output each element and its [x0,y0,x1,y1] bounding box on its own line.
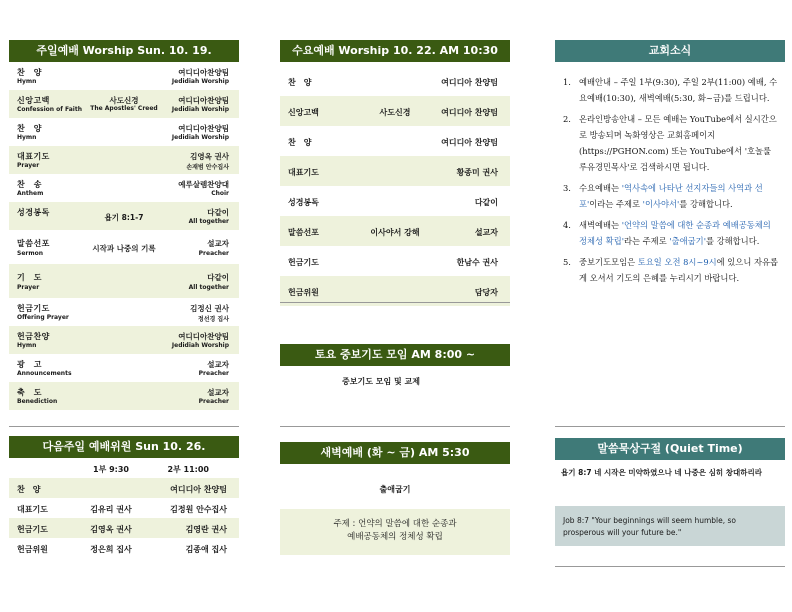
dawn-worship-title: 새벽예배 (화 ~ 금) AM 5:30 [280,442,510,464]
order-item-english: Anthem [17,190,44,197]
next-week-role: 찬 양 [17,485,41,494]
order-item-korean: 성경봉독 [17,208,50,217]
news-text: 이라는 주제로 [589,199,643,209]
news-text: 예배안내 – 주일 1부(9:30), 주일 2부(11:00) 예배, 수요예배(10:30), 새벽예배(5:30, 화~금)를 드립니다. [579,77,778,103]
order-item-leader: 여디디아 찬양팀 [441,78,498,87]
wednesday-order-row [280,126,510,156]
order-item-leader: 다같이 [207,273,229,282]
order-item-english: Hymn [17,342,37,349]
saturday-prayer-title: 토요 중보기도 모임 AM 8:00 ~ [280,344,510,366]
news-item-number: 2. [563,114,571,124]
order-item-leader-english: Jedidiah Worship [171,78,229,85]
order-item-detail: 사도신경 [109,96,139,105]
order-item-leader: 예루살렘찬양대 [178,180,229,189]
order-item-korean: 대표기도 [288,168,319,177]
second-service-header: 2부 11:00 [167,465,209,474]
sunday-order-row [9,118,239,146]
order-item-korean: 헌금위원 [288,288,319,297]
order-item-leader: 여디디아찬양팀 [178,332,229,341]
sunday-order-row [9,230,239,264]
next-week-row [9,518,239,538]
order-item-leader: 김정신 권사 [190,304,229,313]
next-week-role: 헌금위원 [17,545,48,554]
saturday-prayer-text: 중보기도 모임 및 교제 [342,377,420,386]
sunday-worship-title: 주일예배 Worship Sun. 10. 19. [9,40,239,62]
order-item-leader-english: Preacher [198,250,229,257]
order-item-korean: 기 도 [17,273,42,282]
news-text: 에 있으니 자유롭게 오셔서 기도의 은혜를 누리시기 바랍니다. [579,257,779,283]
news-item [563,217,779,249]
divider [280,426,510,427]
quiet-time-english: Job 8:7 "Your beginnings will seem humble, so prosperous will your future be." [555,506,785,546]
news-text: 를 강해합니다. [679,199,733,209]
order-item-detail: 시작과 나중의 기록 [92,244,156,253]
divider [555,426,785,427]
quiet-time-title: 말씀묵상구절 (Quiet Time) [555,438,785,460]
order-item-english: Prayer [17,162,40,169]
order-item-leader: 다같이 [207,208,229,217]
sunday-order-list [9,62,239,410]
order-item-korean: 대표기도 [17,152,50,161]
wednesday-worship-title: 수요예배 Worship 10. 22. AM 10:30 [280,40,510,62]
divider [9,426,239,427]
order-item-leader: 여디디아찬양팀 [178,68,229,77]
order-item-detail: 사도신경 [379,108,411,117]
news-item [563,180,779,212]
order-item-korean: 말씀선포 [17,239,50,248]
order-item-leader: 설교자 [207,239,229,248]
second-service-person: 여디디아 찬양팀 [170,485,227,494]
news-text: 라는 주제로 [624,236,670,246]
wednesday-order-row [280,156,510,186]
order-item-english: Confession of Faith [17,106,82,113]
dawn-theme-box [280,509,510,555]
first-service-person: 정은희 집사 [90,545,132,554]
first-service-header: 1부 9:30 [93,465,129,474]
wednesday-order-row [280,186,510,216]
news-highlight-text: '언약의 말씀에 대한 순종과 예배공동체의 정체성 확립' [579,220,771,246]
order-item-korean: 찬 송 [17,180,42,189]
wednesday-order-list [280,66,510,306]
order-item-korean: 신앙고백 [17,96,50,105]
order-item-english: Announcements [17,370,72,377]
news-item [563,74,779,106]
next-week-row [9,538,239,558]
quiet-time-korean: 욥기 8:7 네 시작은 미약하였으나 네 나중은 심히 창대하리라 [561,468,762,477]
sunday-order-row [9,174,239,202]
dawn-theme-line1: 주제 : 언약의 말씀에 대한 순종과 [333,519,457,529]
order-item-english: Offering Prayer [17,314,69,321]
next-week-row [9,478,239,498]
order-item-leader-english: Preacher [198,370,229,377]
wednesday-order-row [280,246,510,276]
sunday-order-row [9,264,239,298]
order-item-korean: 성경봉독 [288,198,319,207]
order-item-leader: 여디디아 찬양팀 [441,138,498,147]
news-text: 수요예배는 [579,183,622,193]
news-item-number: 1. [563,77,571,87]
next-week-role: 헌금기도 [17,525,48,534]
order-item-detail: 욥기 8:1-7 [104,213,144,222]
next-week-section [9,436,239,558]
church-news-title: 교회소식 [555,40,785,62]
second-service-person: 김영란 권사 [185,525,227,534]
order-item-leader-english: Jedidiah Worship [171,106,229,113]
order-item-leader: 황종미 권사 [456,168,498,177]
order-item-english: Hymn [17,78,37,85]
order-item-korean: 신앙고백 [288,108,319,117]
order-item-detail: 이사야서 강해 [370,228,420,237]
news-text: 온라인방송안내 – 모든 예배는 YouTube에서 실시간으로 방송되며 녹화영상은 교회홈페이지(https://PGHON.com) 또는 YouTube에서 '호놀룰루유경민목사'로 검색하시면 됩니다. [579,114,777,172]
dawn-book: 출애굽기 [379,485,411,494]
dawn-theme-line2: 예배공동체의 정체성 확립 [347,532,443,542]
order-item-korean: 헌금찬양 [17,332,50,341]
sunday-worship-section [9,40,239,410]
news-item-number: 3. [563,183,571,193]
order-item-korean: 찬 양 [288,138,312,147]
sunday-order-row [9,382,239,410]
order-item-leader: 설교자 [474,228,498,237]
order-item-leader: 담당자 [474,288,498,297]
order-item-korean: 헌금기도 [288,258,319,267]
order-item-detail-english: The Apostles' Creed [90,105,158,112]
second-service-person: 김정원 안수집사 [170,505,227,514]
news-highlight-text: '출애굽기' [669,236,706,246]
order-item-leader-english: All together [188,284,229,291]
news-text: 를 강해합니다. [705,236,760,246]
order-item-korean: 축 도 [17,388,42,397]
church-news-list [555,74,785,286]
next-week-row [9,498,239,518]
order-item-leader: 다같이 [474,198,498,207]
order-item-leader-english: Jedidiah Worship [171,134,229,141]
saturday-prayer-section [280,344,510,387]
order-item-korean: 찬 양 [17,68,42,77]
order-item-korean: 말씀선포 [288,228,319,237]
sunday-order-row [9,202,239,230]
next-week-list [9,478,239,558]
wednesday-order-row [280,216,510,246]
first-service-person: 김영옥 권사 [90,525,132,534]
order-item-korean: 찬 양 [17,124,42,133]
sunday-order-row [9,90,239,118]
order-item-english: Hymn [17,134,37,141]
order-item-korean: 찬 양 [288,78,312,87]
order-item-leader: 설교자 [207,360,229,369]
order-item-leader: 여디디아찬양팀 [178,96,229,105]
news-highlight-text: '역사속에 나타난 선지자들의 사역과 선포' [579,183,763,209]
news-highlight-text: 토요일 오전 8시~9시 [637,257,717,267]
order-item-leader: 한남수 권사 [456,258,498,267]
news-item [563,111,779,175]
order-item-leader-english: Preacher [198,398,229,405]
order-item-leader: 여디디아찬양팀 [178,124,229,133]
next-week-title: 다음주일 예배위원 Sun 10. 26. [9,436,239,458]
order-item-leader-english: Choir [211,190,229,197]
order-item-leader: 설교자 [207,388,229,397]
news-text: 중보기도모임은 [579,257,638,267]
order-item-leader: 김영옥 권사 [190,152,229,161]
order-item-leader-english: 정선경 집사 [197,316,229,323]
next-week-role: 대표기도 [17,505,48,514]
first-service-person: 김유리 권사 [90,505,132,514]
divider [555,566,785,567]
news-item-number: 4. [563,220,571,230]
dawn-worship-section [280,442,510,555]
sunday-order-row [9,146,239,174]
order-item-english: Benediction [17,398,58,405]
order-item-korean: 광 고 [17,360,42,369]
news-item [563,254,779,286]
sunday-order-row [9,62,239,90]
sunday-order-row [9,354,239,382]
divider [280,302,510,303]
wednesday-order-row [280,96,510,126]
order-item-leader-english: 손재범 안수집사 [186,164,229,171]
order-item-leader-english: Jedidiah Worship [171,342,229,349]
sunday-order-row [9,298,239,326]
news-text: 새벽예배는 [579,220,622,230]
news-highlight-text: '이사야서' [642,199,680,209]
second-service-person: 김종애 집사 [185,545,227,554]
church-news-section [555,40,785,291]
order-item-leader: 여디디아 찬양팀 [441,108,498,117]
order-item-leader-english: All together [188,218,229,225]
next-week-header-row [9,458,239,478]
order-item-korean: 헌금기도 [17,304,50,313]
order-item-english: Prayer [17,284,40,291]
order-item-english: Sermon [17,250,43,257]
news-item-number: 5. [563,257,571,267]
wednesday-worship-section [280,40,510,306]
quiet-time-section [555,438,785,546]
sunday-order-row [9,326,239,354]
wednesday-order-row [280,66,510,96]
